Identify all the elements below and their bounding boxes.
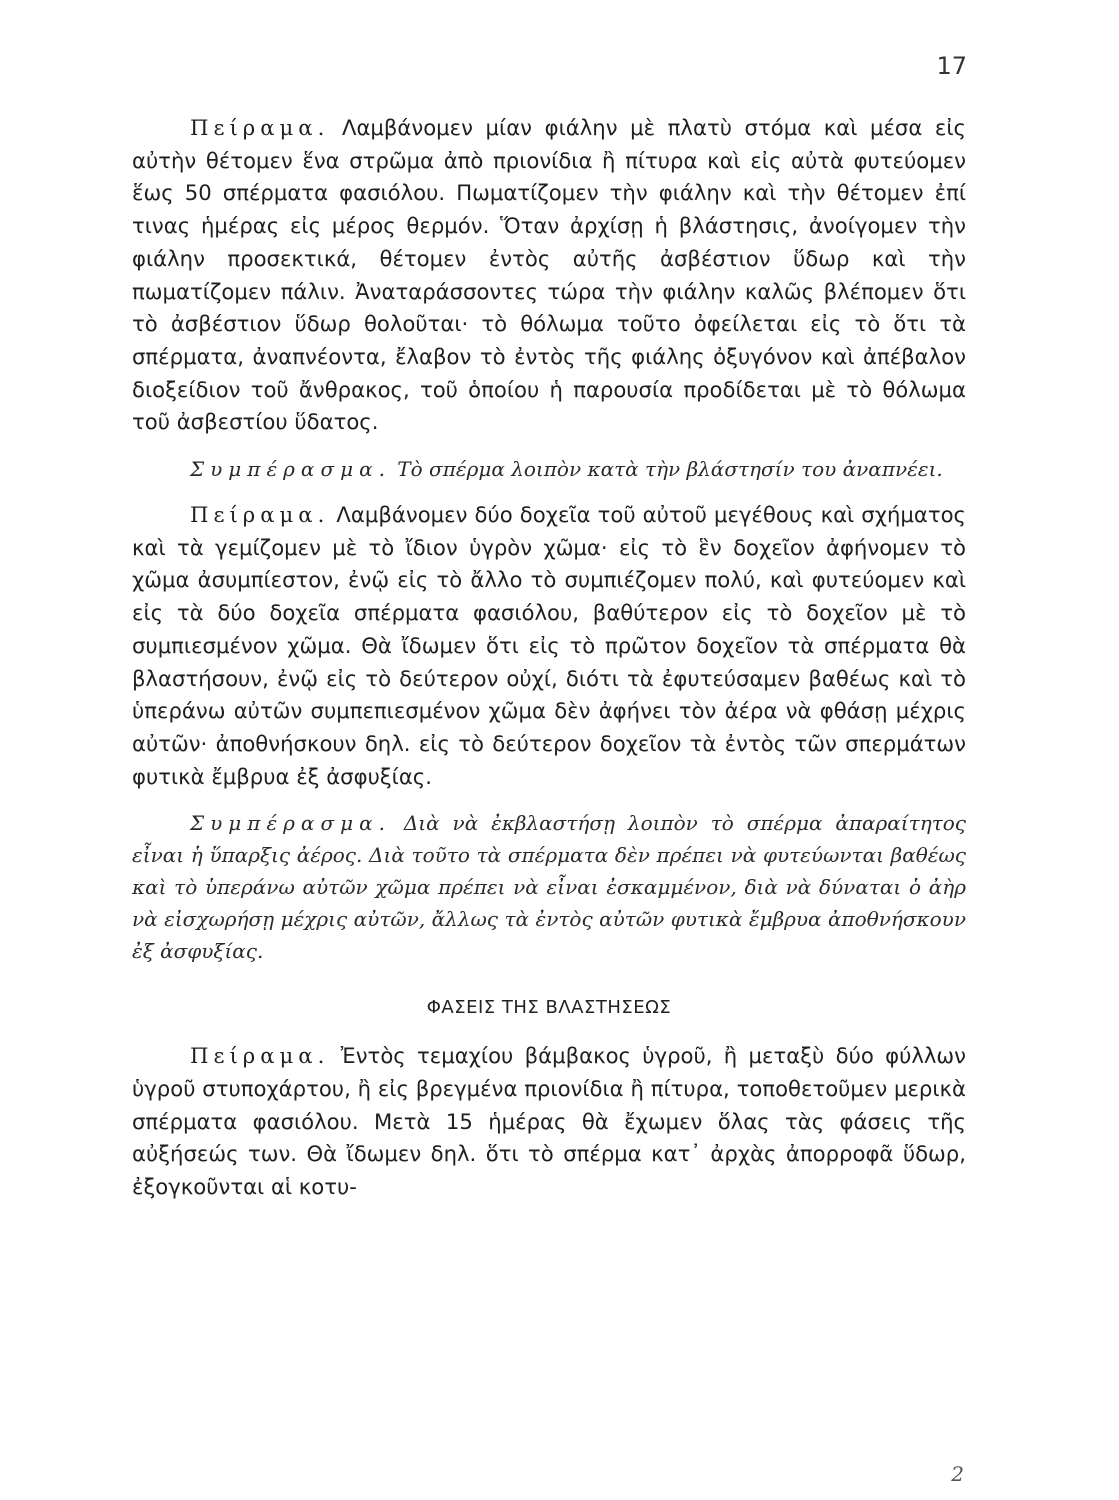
conclusion-paragraph-1 <box>132 453 966 485</box>
experiment-lead: Πείραμα. <box>190 502 330 528</box>
page-number: 17 <box>936 52 967 80</box>
section-heading: ΦΑΣΕΙΣ ΤΗΣ ΒΛΑΣΤΗΣΕΩΣ <box>426 997 672 1019</box>
experiment-lead: Πείραμα. <box>190 115 330 140</box>
experiment-paragraph-2 <box>132 499 966 793</box>
conclusion-lead: Συμπέρασμα. <box>190 457 391 482</box>
page-body <box>132 112 966 1204</box>
experiment-paragraph-1 <box>132 112 966 439</box>
conclusion-paragraph-2 <box>132 807 966 967</box>
paragraph-text: Τὸ σπέρμα λοιπὸν κατὰ τὴν βλάστησίν του ἀναπνέει. <box>390 457 943 482</box>
paragraph-text: Ἐντὸς τεμαχίου βάμβακος ὑγροῦ, ἢ μεταξὺ δύο φύλλων ὑγροῦ στυποχάρτου, ἢ εἰς βρεγμένα πριονίδια ἢ πίτυρα, τοποθετοῦμεν μερικὰ σπέρματα φασιόλου. Μετὰ 15 ἡμέρας θὰ ἔχωμεν ὅλας τὰς φάσεις τῆς αὐξήσεώς των. Θὰ ἴδωμεν δηλ. ὅτι τὸ σπέρμα κατ᾿ ἀρχὰς ἀπορροφᾶ ὕδωρ, ἐξογκοῦνται αἱ κοτυ- <box>132 1043 966 1200</box>
paragraph-text: Λαμβάνομεν δύο δοχεῖα τοῦ αὐτοῦ μεγέθους καὶ σχήματος καὶ τὰ γεμίζομεν μὲ τὸ ἴδιον ὑγρὸν χῶμα· εἰς τὸ ἓν δοχεῖον ἀφήνομεν τὸ χῶμα ἀσυμπίεστον, ἐνῷ εἰς τὸ ἄλλο τὸ συμπιέζομεν πολύ, καὶ φυτεύομεν καὶ εἰς τὰ δύο δοχεῖα σπέρματα φασιόλου, βαθύτερον εἰς τὸ δοχεῖον μὲ τὸ συμπιεσμένον χῶμα. Θὰ ἴδωμεν ὅτι εἰς τὸ πρῶτον δοχεῖον τὰ σπέρματα θὰ βλαστήσουν, ἐνῷ εἰς τὸ δεύτερον οὐχί, διότι τὰ ἐφυτεύσαμεν βαθέως καὶ τὸ ὑπεράνω αὐτῶν συμπεπιεσμένον χῶμα δὲν ἀφήνει τὸν ἀέρα νὰ φθάσῃ μέχρις αὐτῶν· ἀποθνήσκουν δηλ. εἰς τὸ δεύτερον δοχεῖον τὰ ἐντὸς τῶν σπερμάτων φυτικὰ ἔμβρυα ἐξ ἀσφυξίας. <box>132 502 966 789</box>
signature-mark: 2 <box>951 1462 964 1486</box>
experiment-lead: Πείραμα. <box>190 1043 330 1069</box>
conclusion-lead: Συμπέρασμα. <box>190 811 391 836</box>
paragraph-text: Λαμβάνομεν μίαν φιάλην μὲ πλατὺ στόμα καὶ μέσα εἰς αὐτὴν θέτομεν ἕνα στρῶμα ἀπὸ πριονίδια ἢ πίτυρα καὶ εἰς αὐτὰ φυτεύομεν ἕως 50 σπέρματα φασιόλου. Πωματίζομεν τὴν φιάλην καὶ τὴν θέτομεν ἐπί τινας ἡμέρας εἰς μέρος θερμόν. Ὅταν ἀρχίσῃ ἡ βλάστησις, ἀνοίγομεν τὴν φιάλην προσεκτικά, θέτομεν ἐντὸς αὐτῆς ἀσβέστιον ὕδωρ καὶ τὴν πωματίζομεν πάλιν. Ἀναταράσσοντες τώρα τὴν φιάλην καλῶς βλέπομεν ὅτι τὸ ἀσβέστιον ὕδωρ θολοῦται· τὸ θόλωμα τοῦτο ὀφείλεται εἰς τὸ ὅτι τὰ σπέρματα, ἀναπνέοντα, ἔλαβον τὸ ἐντὸς τῆς φιάλης ὀξυγόνον καὶ ἀπέβαλον διοξείδιον τοῦ ἄνθρακος, τοῦ ὁποίου ἡ παρουσία προδίδεται μὲ τὸ θόλωμα τοῦ ἀσβεστίου ὕδατος. <box>132 115 966 435</box>
experiment-paragraph-3 <box>132 1040 966 1204</box>
paragraph-text: Διὰ νὰ ἐκβλαστήσῃ λοιπὸν τὸ σπέρμα ἀπαραίτητος εἶναι ἡ ὕπαρξις ἀέρος. Διὰ τοῦτο τὰ σπέρματα δὲν πρέπει νὰ φυτεύωνται βαθέως καὶ τὸ ὑπεράνω αὐτῶν χῶμα πρέπει νὰ εἶναι ἐσκαμμένον, διὰ νὰ δύναται ὁ ἀὴρ νὰ εἰσχωρήσῃ μέχρις αὐτῶν, ἄλλως τὰ ἐντὸς αὐτῶν φυτικὰ ἔμβρυα ἀποθνήσκουν ἐξ ἀσφυξίας. <box>132 811 966 964</box>
